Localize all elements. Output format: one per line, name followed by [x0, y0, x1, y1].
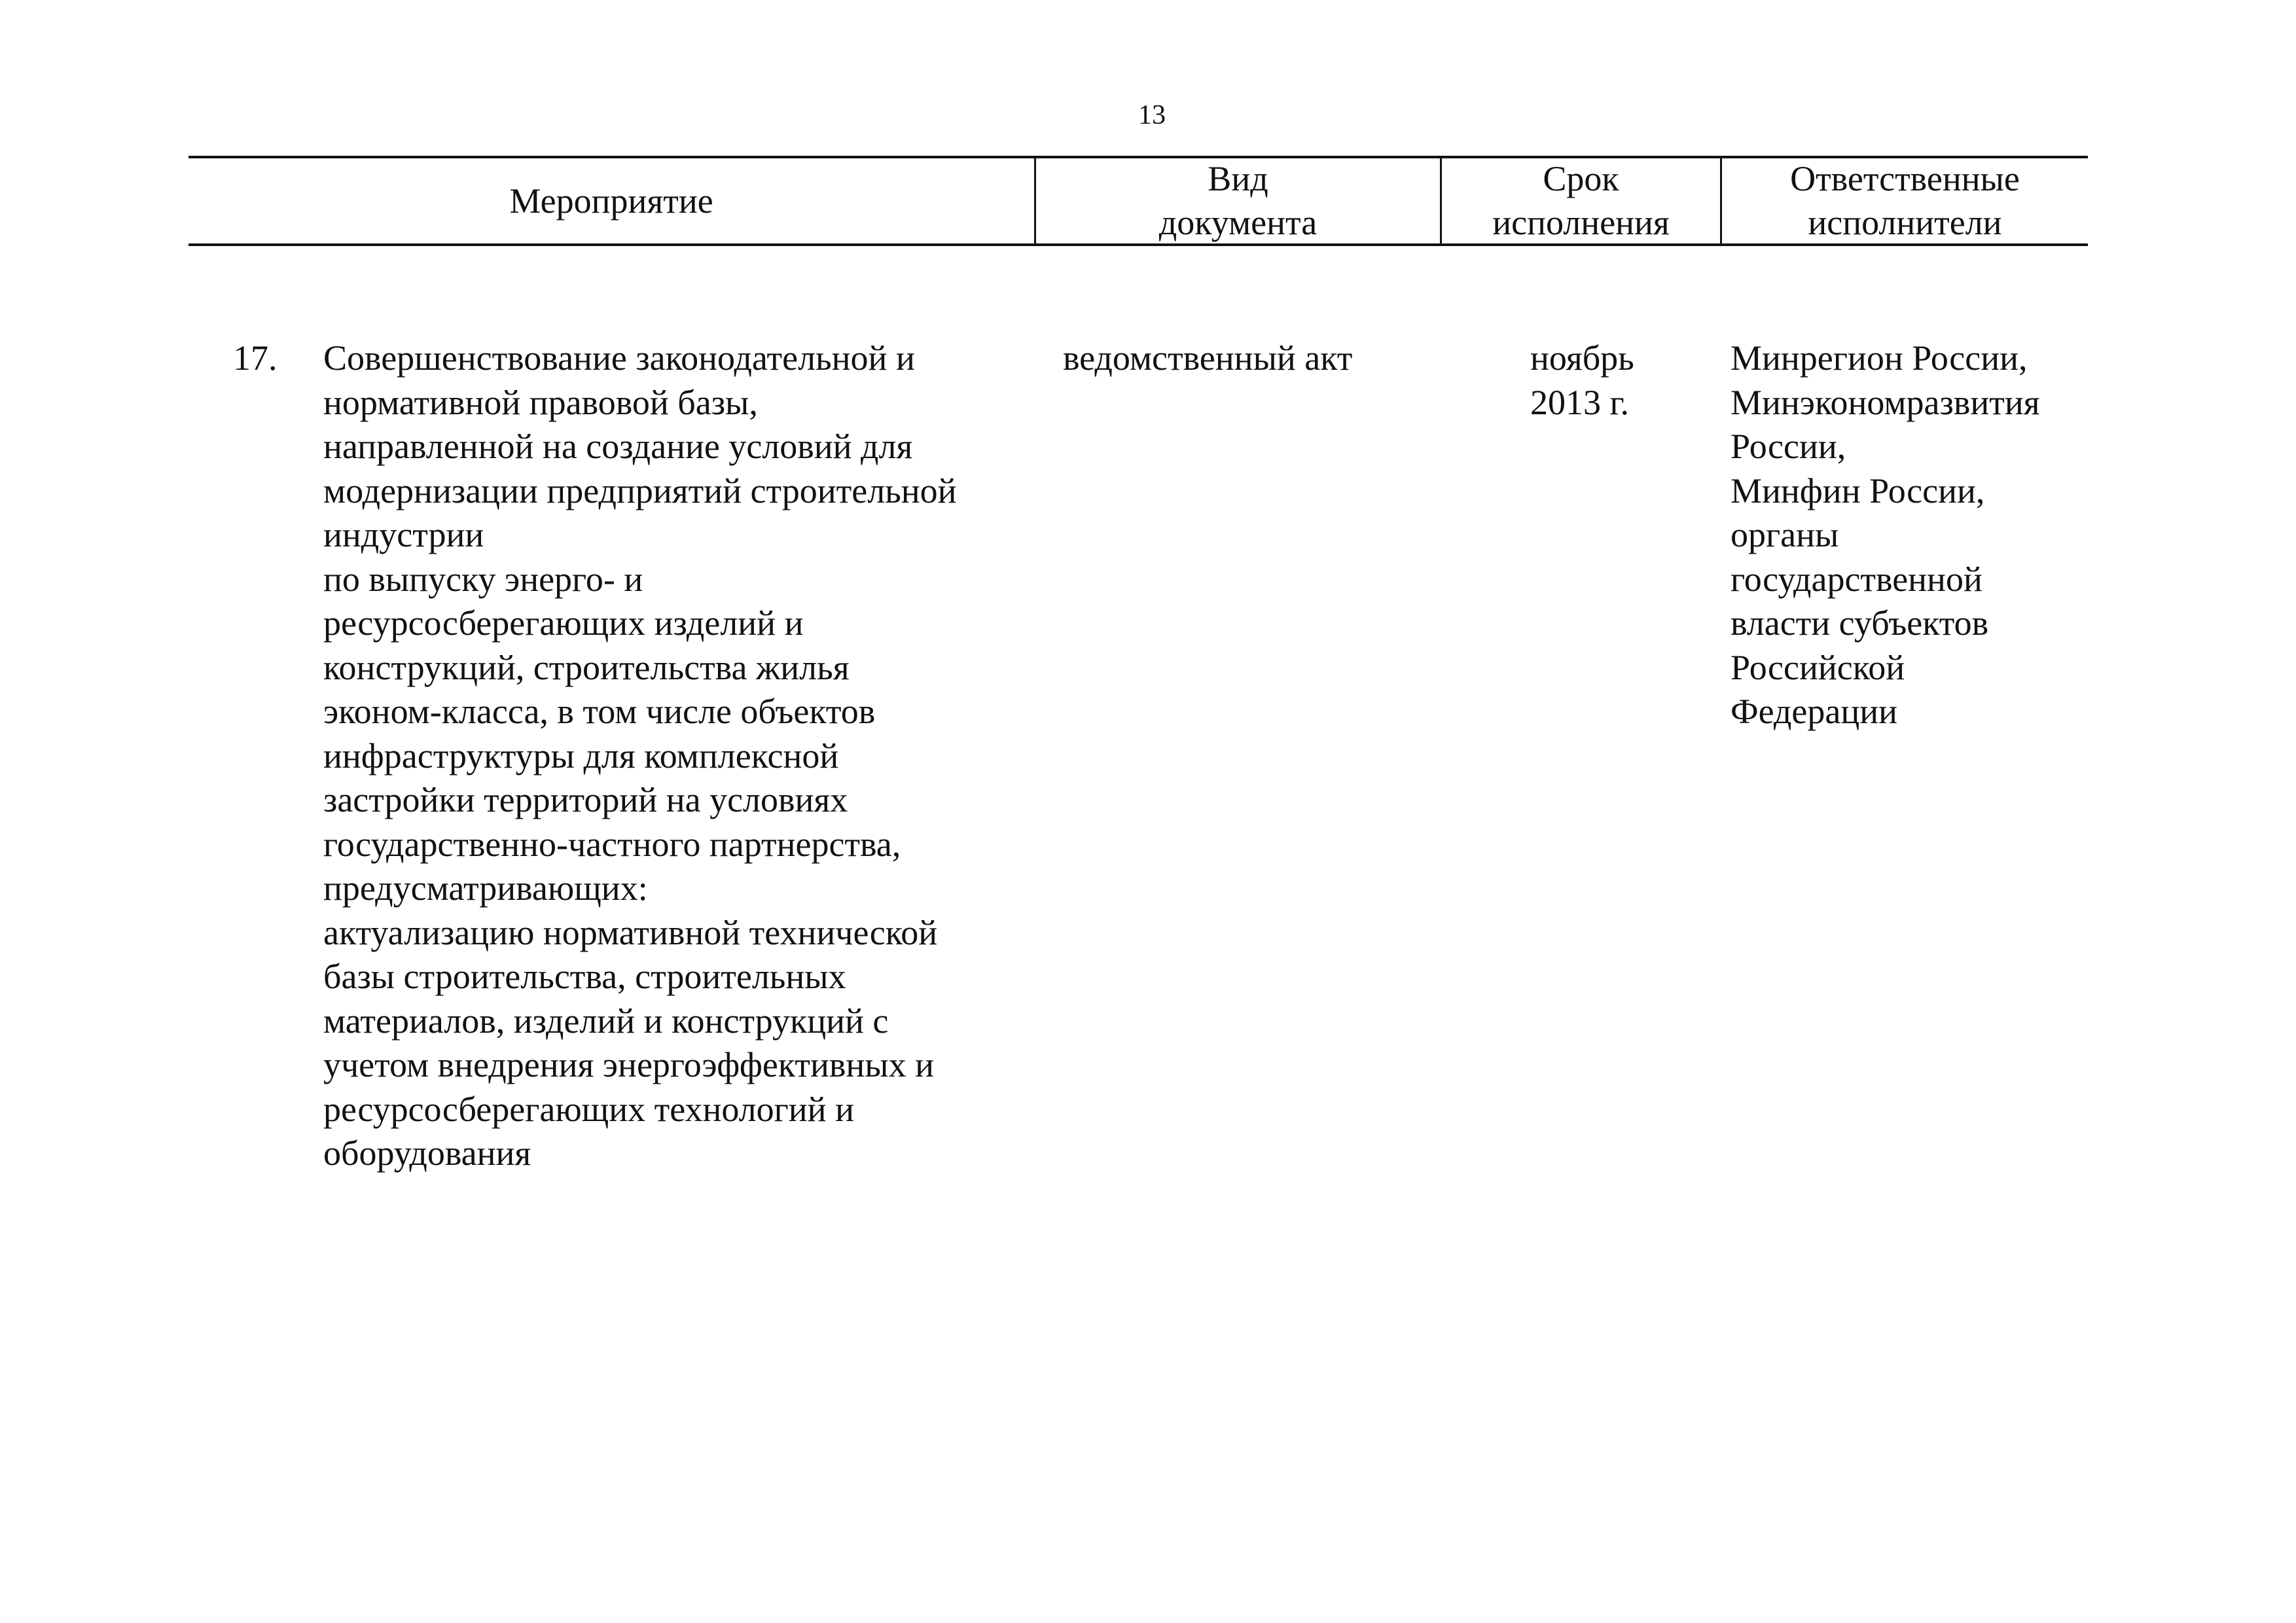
measure-line: предусматривающих: — [323, 868, 648, 908]
page-number: 13 — [1138, 100, 1166, 130]
responsible-line: России, — [1731, 427, 1846, 466]
deadline-line: ноябрь — [1530, 338, 1634, 378]
measure-line: направленной на создание условий для — [323, 427, 913, 466]
measure-line: ресурсосберегающих изделий и — [323, 603, 804, 643]
row-measure — [323, 336, 957, 1176]
measure-line: эконом-класса, в том числе объектов — [323, 692, 876, 731]
measure-line: индустрии — [323, 515, 484, 554]
measure-line: Совершенствование законодательной и — [323, 338, 915, 378]
responsible-line: Минэкономразвития — [1731, 382, 2040, 422]
measure-line: инфраструктуры для комплексной — [323, 736, 839, 776]
responsible-line: органы — [1731, 515, 1839, 554]
responsible-line: власти субъектов — [1731, 603, 1989, 643]
row-deadline — [1530, 336, 1634, 425]
header-deadline-line-1: Срок — [1543, 159, 1619, 198]
row-responsible — [1731, 336, 2040, 734]
deadline-line: 2013 г. — [1530, 382, 1630, 422]
measure-line: по выпуску энерго- и — [323, 559, 643, 599]
responsible-line: Российской — [1731, 647, 1905, 687]
header-doc-type-line-2: документа — [1158, 203, 1318, 242]
measure-line: оборудования — [323, 1133, 531, 1173]
responsible-line: государственной — [1731, 559, 1982, 599]
header-measure — [188, 158, 1034, 243]
responsible-line: Минфин России, — [1731, 471, 1985, 510]
responsible-line: Федерации — [1731, 692, 1898, 731]
measure-line: нормативной правовой базы, — [323, 382, 758, 422]
measure-line: актуализацию нормативной технической — [323, 912, 938, 952]
measure-line: ресурсосберегающих технологий и — [323, 1089, 854, 1129]
row-doc-type: ведомственный акт — [1063, 338, 1353, 378]
measure-line: государственно-частного партнерства, — [323, 824, 901, 864]
measure-line: учетом внедрения энергоэффективных и — [323, 1045, 934, 1084]
header-doc-type-line-1: Вид — [1208, 159, 1268, 198]
header-measure-label: Мероприятие — [509, 181, 713, 221]
row-number: 17. — [233, 338, 278, 378]
measure-line: застройки территорий на условиях — [323, 780, 848, 819]
table-header — [188, 156, 2088, 246]
measure-line: модернизации предприятий строительной — [323, 471, 957, 510]
header-responsible-line-2: исполнители — [1808, 203, 2002, 242]
measure-line: базы строительства, строительных — [323, 957, 846, 996]
responsible-line: Минрегион России, — [1731, 338, 2028, 378]
measure-line: материалов, изделий и конструкций с — [323, 1001, 889, 1041]
measure-line: конструкций, строительства жилья — [323, 647, 850, 687]
header-responsible — [1720, 158, 2088, 243]
header-deadline-line-2: исполнения — [1492, 203, 1670, 242]
header-doc-type — [1034, 158, 1440, 243]
header-responsible-line-1: Ответственные — [1790, 159, 2020, 198]
header-deadline — [1440, 158, 1720, 243]
